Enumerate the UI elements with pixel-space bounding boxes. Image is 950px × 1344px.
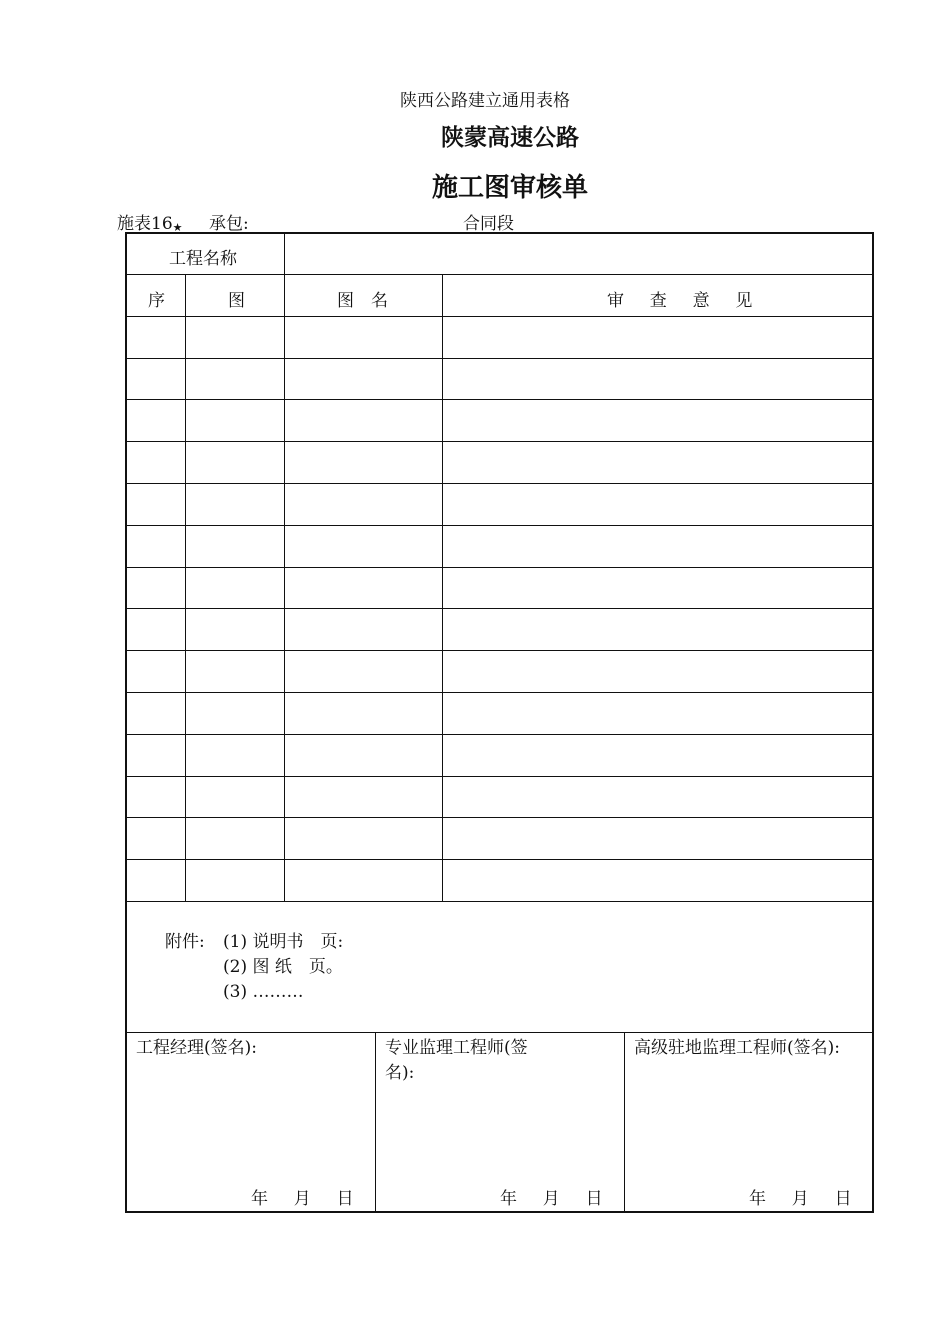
attachment-item-2: (2) 图 纸 页。: [223, 957, 343, 977]
table-cell[interactable]: [446, 409, 868, 433]
table-cell[interactable]: [288, 535, 438, 559]
divider: [127, 441, 872, 442]
table-cell[interactable]: [446, 577, 868, 601]
project-title: 陕蒙高速公路: [441, 125, 579, 151]
table-cell[interactable]: [189, 618, 280, 642]
table-cell[interactable]: [131, 535, 181, 559]
table-cell[interactable]: [189, 702, 280, 726]
project-manager-date: 年 月 日: [251, 1189, 364, 1209]
table-cell[interactable]: [288, 409, 438, 433]
table-cell[interactable]: [189, 786, 280, 810]
table-cell[interactable]: [131, 368, 181, 392]
table-cell[interactable]: [189, 827, 280, 851]
table-cell[interactable]: [446, 702, 868, 726]
table-cell[interactable]: [288, 702, 438, 726]
table-cell[interactable]: [131, 618, 181, 642]
divider: [375, 1032, 376, 1211]
specialist-engineer-signature-label: 专业监理工程师(签名):: [385, 1038, 528, 1083]
table-cell[interactable]: [189, 368, 280, 392]
specialist-engineer-date: 年 月 日: [500, 1189, 613, 1209]
table-cell[interactable]: [288, 660, 438, 684]
divider: [127, 734, 872, 735]
table-cell[interactable]: [446, 451, 868, 475]
header-top-line: 陕西公路建立通用表格: [400, 91, 570, 111]
table-cell[interactable]: [288, 368, 438, 392]
table-cell[interactable]: [189, 326, 280, 350]
table-cell[interactable]: [288, 451, 438, 475]
divider: [127, 608, 872, 609]
review-form-table: [125, 232, 874, 1213]
table-cell[interactable]: [288, 326, 438, 350]
divider: [127, 901, 872, 902]
table-cell[interactable]: [288, 493, 438, 517]
table-cell[interactable]: [131, 786, 181, 810]
table-cell[interactable]: [288, 827, 438, 851]
table-cell[interactable]: [288, 869, 438, 893]
divider: [185, 274, 186, 901]
table-cell[interactable]: [131, 744, 181, 768]
table-cell[interactable]: [288, 577, 438, 601]
form-title: 施工图审核单: [431, 173, 588, 203]
form-number-text: 施表16: [117, 214, 173, 234]
table-cell[interactable]: [131, 409, 181, 433]
divider: [127, 483, 872, 484]
table-cell[interactable]: [131, 869, 181, 893]
table-cell[interactable]: [131, 660, 181, 684]
table-cell[interactable]: [446, 326, 868, 350]
divider: [127, 358, 872, 359]
divider: [127, 567, 872, 568]
project-manager-signature-label: 工程经理(签名):: [136, 1038, 257, 1058]
table-cell[interactable]: [446, 618, 868, 642]
table-cell[interactable]: [131, 451, 181, 475]
contract-section-label: 合同段: [463, 214, 514, 234]
project-name-label: 工程名称: [169, 249, 237, 269]
table-cell[interactable]: [131, 326, 181, 350]
table-cell[interactable]: [131, 577, 181, 601]
table-cell[interactable]: [131, 702, 181, 726]
column-header-drawing-name: 图 名: [337, 291, 388, 311]
table-cell[interactable]: [446, 869, 868, 893]
attachments-label: 附件:: [165, 932, 205, 952]
divider: [127, 1032, 872, 1033]
divider: [127, 399, 872, 400]
table-cell[interactable]: [288, 744, 438, 768]
project-name-field[interactable]: [297, 244, 867, 270]
table-cell[interactable]: [446, 660, 868, 684]
star-icon: ★: [172, 221, 183, 234]
divider: [127, 776, 872, 777]
table-cell[interactable]: [288, 786, 438, 810]
table-cell[interactable]: [189, 577, 280, 601]
column-header-review-opinion: 审 查 意 见: [607, 291, 763, 311]
table-cell[interactable]: [288, 618, 438, 642]
table-cell[interactable]: [189, 869, 280, 893]
table-cell[interactable]: [446, 786, 868, 810]
table-cell[interactable]: [189, 409, 280, 433]
column-header-seq: 序: [148, 291, 165, 311]
contractor-label: 承包:: [209, 214, 249, 234]
divider: [127, 274, 872, 275]
divider: [127, 817, 872, 818]
resident-engineer-date: 年 月 日: [749, 1189, 862, 1209]
divider: [127, 316, 872, 317]
resident-engineer-signature-label: 高级驻地监理工程师(签名):: [634, 1038, 840, 1058]
attachment-item-3: (3) ………: [223, 982, 304, 1002]
divider: [127, 859, 872, 860]
table-cell[interactable]: [189, 451, 280, 475]
column-header-drawing: 图: [228, 291, 245, 311]
attachment-item-1: (1) 说明书 页:: [223, 932, 344, 952]
divider: [127, 525, 872, 526]
divider: [127, 650, 872, 651]
table-cell[interactable]: [189, 493, 280, 517]
table-cell[interactable]: [189, 660, 280, 684]
table-cell[interactable]: [131, 827, 181, 851]
table-cell[interactable]: [446, 535, 868, 559]
divider: [624, 1032, 625, 1211]
table-cell[interactable]: [131, 493, 181, 517]
table-cell[interactable]: [446, 744, 868, 768]
table-cell[interactable]: [446, 827, 868, 851]
table-cell[interactable]: [446, 493, 868, 517]
divider: [284, 234, 285, 274]
divider: [442, 274, 443, 901]
form-number: [117, 209, 183, 234]
table-cell[interactable]: [189, 744, 280, 768]
table-cell[interactable]: [189, 535, 280, 559]
table-cell[interactable]: [446, 368, 868, 392]
divider: [127, 692, 872, 693]
divider: [284, 274, 285, 901]
